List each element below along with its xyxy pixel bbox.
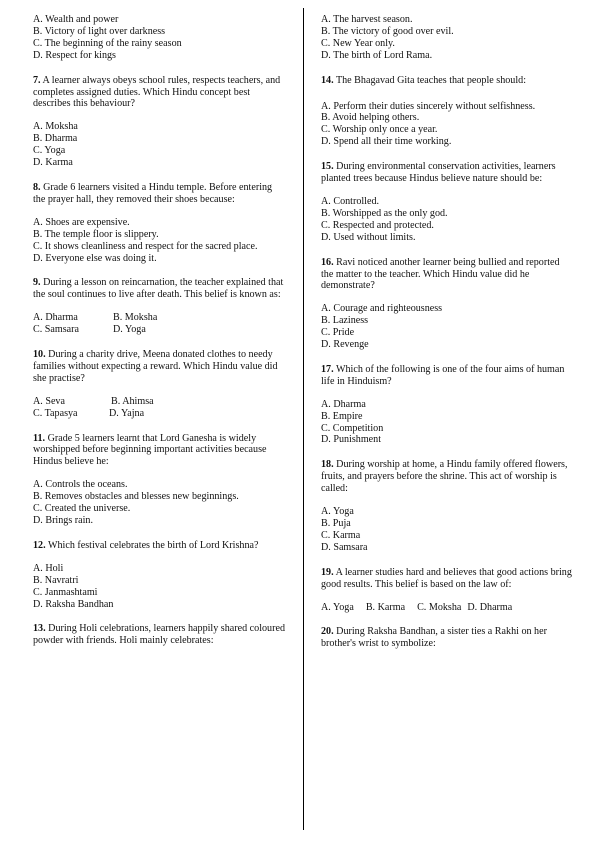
question-text: Grade 6 learners visited a Hindu temple. Before entering the prayer hall, they removed their shoes because: xyxy=(33,181,273,205)
question-number: 16. xyxy=(321,256,334,268)
option: C. Samsara xyxy=(33,324,79,336)
question-stem xyxy=(33,433,285,469)
question-text: During a charity drive, Meena donated clothes to needy families without expecting a reward. Which Hindu value did she practise? xyxy=(33,349,278,384)
option: B. The temple floor is slippery. xyxy=(33,228,159,240)
column-divider xyxy=(303,8,304,830)
option: D. Punishment xyxy=(321,434,382,446)
question-number: 18. xyxy=(321,459,334,471)
question-text: Ravi noticed another learner being bullied and reported the matter to the teacher. Which Hindu value did he demonstrate? xyxy=(321,256,560,292)
option: A. Perform their duties sincerely without selfishness. xyxy=(321,100,536,112)
option: B. Laziness xyxy=(321,315,369,327)
option: B. Puja xyxy=(321,518,351,529)
option: D. Raksha Bandhan xyxy=(33,598,114,610)
question-number: 17. xyxy=(321,363,334,375)
option: C. The beginning of the rainy season xyxy=(33,37,182,49)
question-number: 11. xyxy=(33,432,46,444)
options-continued xyxy=(321,14,573,62)
question-stem xyxy=(321,364,573,388)
option: A. Holi xyxy=(33,562,64,574)
question-stem xyxy=(33,349,285,385)
question-stem xyxy=(321,567,573,591)
question-18 xyxy=(321,459,573,553)
question-number: 7. xyxy=(33,74,41,86)
option: C. Competition xyxy=(321,422,384,434)
question-14 xyxy=(321,75,573,149)
question-number: 12. xyxy=(33,539,46,551)
right-column xyxy=(321,14,573,661)
question-number: 15. xyxy=(321,161,334,173)
option: A. Controlled. xyxy=(321,195,380,207)
question-text: The Bhagavad Gita teaches that people should: xyxy=(333,74,527,86)
question-20 xyxy=(321,626,573,650)
option: D. Respect for kings xyxy=(33,49,116,61)
option-row xyxy=(33,324,285,336)
question-10 xyxy=(33,349,285,420)
option: D. Yajna xyxy=(109,407,145,419)
option: B. Removes obstacles and blesses new beginnings. xyxy=(33,491,239,503)
left-column xyxy=(33,14,285,658)
option: B. Dharma xyxy=(33,133,78,145)
question-stem xyxy=(33,182,285,206)
option: D. Dharma xyxy=(467,601,513,613)
question-stem xyxy=(321,257,573,293)
option: C. Moksha xyxy=(417,601,462,613)
question-stem xyxy=(321,459,573,495)
question-stem xyxy=(321,626,573,650)
option-row xyxy=(321,602,573,614)
question-15 xyxy=(321,161,573,243)
question-11 xyxy=(33,433,285,527)
options-continued xyxy=(33,14,285,62)
option: D. Brings rain. xyxy=(33,515,93,526)
question-stem xyxy=(33,623,285,647)
question-text: During worship at home, a Hindu family offered flowers, fruits, and prayers before the shrine. This act of worship is called: xyxy=(321,459,568,495)
question-text: Which of the following is one of the four aims of human life in Hinduism? xyxy=(321,363,565,387)
option: C. Karma xyxy=(321,529,361,541)
option: A. Dharma xyxy=(321,398,366,410)
question-stem xyxy=(33,75,285,111)
option: A. Shoes are expensive. xyxy=(33,216,130,228)
option: C. Created the universe. xyxy=(33,503,131,515)
question-13 xyxy=(33,623,285,647)
question-16 xyxy=(321,257,573,351)
option: C. New Year only. xyxy=(321,37,395,49)
option: B. Karma xyxy=(365,601,406,613)
question-7 xyxy=(33,75,285,169)
option: D. Spend all their time working. xyxy=(321,136,452,148)
option: C. Worship only once a year. xyxy=(321,124,438,136)
question-number: 13. xyxy=(33,623,46,635)
question-17 xyxy=(321,364,573,446)
question-text: Which festival celebrates the birth of Lord Krishna? xyxy=(45,539,259,551)
question-number: 19. xyxy=(321,566,334,578)
question-stem xyxy=(33,277,285,301)
question-number: 14. xyxy=(321,74,334,86)
option: D. Used without limits. xyxy=(321,231,416,243)
option: A. The harvest season. xyxy=(321,14,413,25)
option-row xyxy=(33,312,285,324)
option: B. Avoid helping others. xyxy=(321,112,420,124)
question-text: During a lesson on reincarnation, the teacher explained that the soul continues to live after death. This belief is known as: xyxy=(33,277,284,301)
question-stem xyxy=(321,75,573,87)
question-19 xyxy=(321,567,573,614)
option: B. Victory of light over darkness xyxy=(33,25,166,37)
question-text: Grade 5 learners learnt that Lord Ganesha is widely worshipped before beginning important activities because Hindus believe he: xyxy=(33,432,267,468)
question-text: During Holi celebrations, learners happily shared coloured powder with friends. Holi mainly celebrates: xyxy=(33,623,285,647)
option: B. Moksha xyxy=(113,312,158,324)
option: D. Samsara xyxy=(321,541,368,553)
option: C. Tapasya xyxy=(33,407,78,419)
question-text: During Raksha Bandhan, a sister ties a Rakhi on her brother's wrist to symbolize: xyxy=(321,626,547,650)
option: D. Yoga xyxy=(113,324,146,336)
option: B. Ahimsa xyxy=(111,395,154,407)
question-text: A learner studies hard and believes that good actions bring good results. This belief is based on the law of: xyxy=(321,566,572,590)
option: C. It shows cleanliness and respect for the sacred place. xyxy=(33,240,258,252)
option: B. Empire xyxy=(321,410,363,422)
question-number: 9. xyxy=(33,277,41,289)
option: C. Pride xyxy=(321,327,355,339)
option: D. The birth of Lord Rama. xyxy=(321,49,433,61)
question-number: 20. xyxy=(321,626,334,638)
option: B. The victory of good over evil. xyxy=(321,25,454,37)
option: B. Navratri xyxy=(33,574,79,586)
question-9 xyxy=(33,277,285,336)
option: A. Yoga xyxy=(321,506,354,518)
option-row xyxy=(33,396,285,408)
option: A. Seva xyxy=(33,395,65,407)
option: A. Moksha xyxy=(33,121,78,133)
question-stem xyxy=(33,540,285,552)
question-text: A learner always obeys school rules, respects teachers, and completes assigned duties. Which Hindu concept best describes this behaviour? xyxy=(33,74,281,110)
option-row xyxy=(33,408,285,420)
option: D. Everyone else was doing it. xyxy=(33,252,157,264)
option: B. Worshipped as the only god. xyxy=(321,207,448,219)
question-number: 10. xyxy=(33,349,46,361)
option: A. Yoga xyxy=(321,601,354,613)
option: A. Wealth and power xyxy=(33,14,119,25)
question-12 xyxy=(33,540,285,611)
question-text: During environmental conservation activities, learners planted trees because Hindus believe nature should be: xyxy=(321,161,556,185)
question-8 xyxy=(33,182,285,264)
option: D. Revenge xyxy=(321,339,369,351)
option: A. Courage and righteousness xyxy=(321,303,443,315)
option: A. Controls the oceans. xyxy=(33,479,128,491)
question-stem xyxy=(321,161,573,185)
option: C. Respected and protected. xyxy=(321,219,434,231)
question-number: 8. xyxy=(33,181,41,193)
option: A. Dharma xyxy=(33,312,78,324)
option: D. Karma xyxy=(33,157,73,169)
option: C. Yoga xyxy=(33,145,66,157)
option: C. Janmashtami xyxy=(33,586,98,598)
